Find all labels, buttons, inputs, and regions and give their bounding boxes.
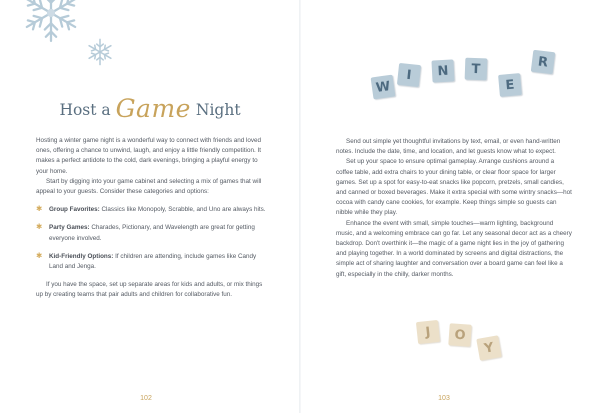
list-item [36,252,268,272]
paragraph: Enhance the event with small, simple touches—warm lighting, background music, and a welcoming embrace can go far. Let any seasonal decor act as a cheery backdrop. Don't overthink it—the magic of a game night lies in the joy of gathering and playing together. In a world dominated by screens and digital distractions, the simple act of sharing laughter and conversation over a board game can feel like a gift, especially in the chilly, darker months. [336,219,572,278]
right-body [336,137,572,280]
letter-tile: T [465,58,488,81]
letter-tile: W [371,75,396,100]
star-bullet-icon: ✱ [36,204,43,214]
title-after: Night [190,101,241,119]
list-item [36,223,268,243]
letter-tile: Y [476,335,501,360]
page-number: 103 [438,395,450,402]
title-script: Game [115,94,191,123]
title-before: Host a [59,101,116,119]
letter-tile: E [498,73,522,97]
snowflake-icon [20,0,82,44]
letter-tile: R [531,50,556,75]
snowflake-icon [86,38,114,66]
paragraph: Start by digging into your game cabinet and selecting a mix of games that will appeal to your guests. Consider these categories and options: [36,177,262,196]
page-number: 102 [140,395,152,402]
list-item-label: Party Games: [49,224,90,232]
right-page [300,0,600,413]
page-title [0,92,300,121]
star-bullet-icon: ✱ [36,222,43,232]
paragraph: Hosting a winter game night is a wonderful way to connect with friends and loved ones, offering a chance to unwind, laugh, and enjoy a little friendly competition. It makes a perfect antidote to the cold, dark evenings, bringing a playful energy to your home. [36,137,262,175]
paragraph: Send out simple yet thoughtful invitations by text, email, or even hand-written notes. Include the date, time, and location, and let guests know what to expect. [336,138,561,156]
left-body [36,136,268,301]
letter-tile: O [448,323,471,346]
paragraph: Set up your space to ensure optimal gameplay. Arrange cushions around a coffee table, add extra chairs to your dining table, or clear floor space for larger games. Set up a spot for easy-to-eat snacks like popcorn, pretzels, small candies, and canned or boxed beverages. Make it extra special with some wintry snacks—hot cocoa with candy cane cookies, for example. Keep things simple so guests can nibble while they play. [336,158,572,217]
list-item-text: If children are attending, include games like Candy Land and Jenga. [49,252,257,271]
letter-tile: I [397,63,421,87]
list-item-text: Classics like Monopoly, Scrabble, and Uno are always hits. [99,206,266,214]
letter-tile: J [416,320,440,344]
list-item-label: Group Favorites: [49,206,100,214]
list-item-label: Kid-Friendly Options: [49,252,114,260]
list-item-text: Charades, Pictionary, and Wavelength are great for getting everyone involved. [49,224,255,242]
letter-tile: N [431,59,454,82]
list-item [36,205,268,215]
star-bullet-icon: ✱ [36,250,43,260]
paragraph: If you have the space, set up separate areas for kids and adults, or mix things up by creating teams that pair adults and children for collaborative fun. [36,281,263,299]
